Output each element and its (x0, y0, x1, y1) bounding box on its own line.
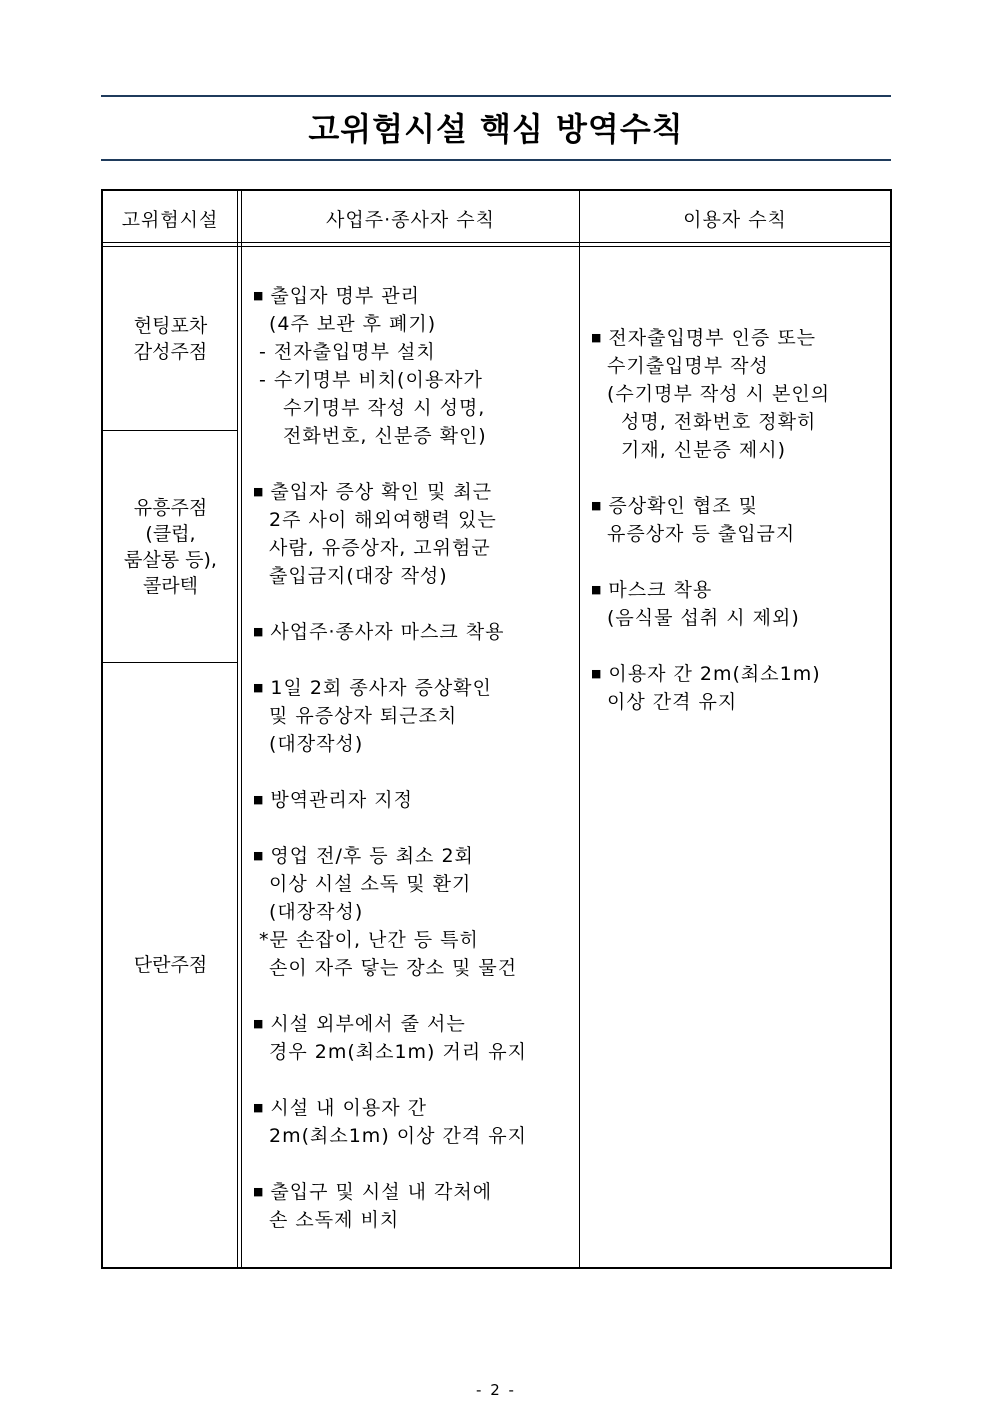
rule-text: 출입구 및 시설 내 각처에 (270, 1181, 493, 1203)
rule-line: 수기출입명부 작성 (607, 355, 769, 377)
rule-text: 출입자 증상 확인 및 최근 (270, 481, 493, 503)
square-bullet-icon: ■ (253, 681, 265, 694)
rule-line: 수기명부 작성 시 성명, (283, 397, 486, 419)
rule-heading (253, 1010, 583, 1038)
rule-line: 경우 2m(최소1m) 거리 유지 (269, 1041, 527, 1063)
rule-heading (591, 324, 887, 352)
rule-heading (253, 282, 583, 310)
rule-item (253, 786, 583, 814)
facility-entertainment-bar (103, 431, 238, 662)
square-bullet-icon: ■ (253, 1101, 265, 1114)
rule-item (253, 282, 583, 450)
rule-heading (253, 1178, 583, 1206)
rule-heading (253, 478, 583, 506)
user-rules-list (591, 324, 887, 744)
square-bullet-icon: ■ (253, 849, 265, 862)
square-bullet-icon: ■ (591, 331, 603, 344)
facility-hunting-pocha (103, 247, 238, 430)
rule-item (253, 842, 583, 982)
facility-name (124, 495, 217, 599)
rule-text: 영업 전/후 등 최소 2회 (270, 845, 474, 867)
rule-heading (591, 660, 887, 688)
rule-heading (253, 618, 583, 646)
rule-line: 출입금지(대장 작성) (269, 565, 448, 587)
square-bullet-icon: ■ (253, 289, 265, 302)
rule-item (253, 478, 583, 590)
facility-name-line: 단란주점 (133, 954, 208, 976)
rule-text: 이용자 간 2m(최소1m) (608, 663, 821, 685)
square-bullet-icon: ■ (253, 1185, 265, 1198)
rule-line: (대장작성) (269, 733, 364, 755)
square-bullet-icon: ■ (253, 625, 265, 638)
rule-text: 전자출입명부 인증 또는 (608, 327, 817, 349)
facility-name-line: 콜라텍 (142, 574, 199, 597)
rule-item (591, 576, 887, 632)
rule-heading (253, 786, 583, 814)
rule-line: 이상 시설 소독 및 환기 (269, 873, 472, 895)
rule-line: - 전자출입명부 설치 (259, 341, 436, 363)
rule-line: 및 유증상자 퇴근조치 (269, 705, 458, 727)
square-bullet-icon: ■ (591, 499, 603, 512)
column-divider (241, 191, 242, 1267)
rule-line: - 수기명부 비치(이용자가 (259, 369, 483, 391)
rule-line: (대장작성) (269, 901, 364, 923)
rule-text: 증상확인 협조 및 (608, 495, 758, 517)
rule-text: 1일 2회 종사자 증상확인 (270, 677, 492, 699)
rule-line: (수기명부 작성 시 본인의 (607, 383, 831, 405)
rule-line: (4주 보관 후 폐기) (269, 313, 437, 335)
rules-table (101, 189, 892, 1269)
rule-item (253, 1094, 583, 1150)
header-facility: 고위험시설 (121, 208, 219, 231)
rule-line: 유증상자 등 출입금지 (607, 523, 796, 545)
facility-name-line: (클럽, (145, 522, 196, 545)
rule-item (253, 618, 583, 646)
page-number: - 2 - (476, 1381, 516, 1399)
square-bullet-icon: ■ (591, 667, 603, 680)
rule-heading (591, 576, 887, 604)
square-bullet-icon: ■ (253, 485, 265, 498)
header-operator-rules: 사업주·종사자 수칙 (326, 208, 495, 231)
square-bullet-icon: ■ (253, 1017, 265, 1030)
rule-line: 사람, 유증상자, 고위험군 (269, 537, 491, 559)
rule-text: 방역관리자 지정 (270, 789, 413, 811)
square-bullet-icon: ■ (591, 583, 603, 596)
rule-text: 사업주·종사자 마스크 착용 (270, 621, 505, 643)
facility-name (134, 313, 207, 365)
rule-heading (253, 674, 583, 702)
rule-item (253, 1178, 583, 1234)
title-top-rule (101, 95, 891, 97)
page-title: 고위험시설 핵심 방역수칙 (308, 110, 684, 148)
rule-line: 손이 자주 닿는 장소 및 물건 (269, 957, 518, 979)
facility-name (134, 952, 207, 978)
rule-line: 2m(최소1m) 이상 간격 유지 (269, 1125, 527, 1147)
rule-heading (253, 1094, 583, 1122)
rule-line: (음식물 섭취 시 제외) (607, 607, 800, 629)
rule-item (253, 674, 583, 758)
rule-heading (591, 492, 887, 520)
rule-item (591, 492, 887, 548)
facility-name-line: 룸살롱 등), (124, 548, 217, 571)
square-bullet-icon: ■ (253, 793, 265, 806)
facility-name-line: 헌팅포차 (133, 314, 208, 337)
title-bottom-rule (101, 159, 891, 161)
facility-name-line: 유흥주점 (133, 496, 208, 519)
rule-text: 마스크 착용 (608, 579, 713, 601)
rule-line: 전화번호, 신분증 확인) (283, 425, 487, 447)
facility-danran-bar (103, 663, 238, 1267)
rule-line: 성명, 전화번호 정확히 (621, 411, 817, 433)
rule-line: 이상 간격 유지 (607, 691, 738, 713)
rule-heading (253, 842, 583, 870)
rule-item (253, 1010, 583, 1066)
rule-line: 2주 사이 해외여행력 있는 (269, 509, 497, 531)
operator-rules-list (253, 282, 583, 1262)
rule-text: 시설 내 이용자 간 (270, 1097, 428, 1119)
rule-line: *문 손잡이, 난간 등 특히 (259, 929, 479, 951)
rule-text: 시설 외부에서 줄 서는 (270, 1013, 466, 1035)
rule-text: 출입자 명부 관리 (270, 285, 420, 307)
facility-name-line: 감성주점 (133, 340, 208, 363)
rule-line: 손 소독제 비치 (269, 1209, 400, 1231)
rule-line: 기재, 신분증 제시) (621, 439, 787, 461)
rule-item (591, 660, 887, 716)
header-user-rules: 이용자 수칙 (683, 208, 787, 231)
rule-item (591, 324, 887, 464)
